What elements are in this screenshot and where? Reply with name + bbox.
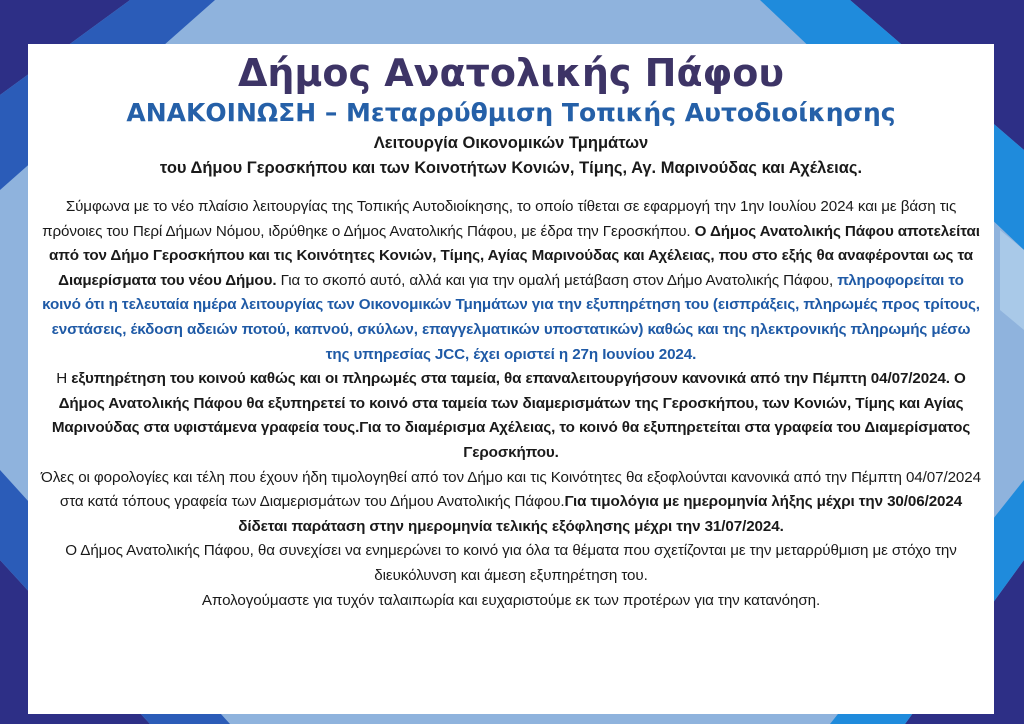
heading-line-1: Λειτουργία Οικονομικών Τμημάτων: [373, 134, 649, 152]
paragraph-4: Ο Δήμος Ανατολικής Πάφου, θα συνεχίσει να ενημερώνει το κοινό για όλα τα θέματα που σχετίζονται με την μεταρρύθμιση με στόχο την διευκόλυνση και άμεση εξυπηρέτηση του.: [65, 542, 957, 584]
paragraph-1: [40, 195, 982, 367]
p2-lead: Η: [56, 370, 72, 388]
announcement-card: [28, 44, 994, 714]
p1-notice: πληροφορείται το κοινό ότι η τελευταία ημέρα λειτουργίας των Οικονομικών Τμημάτων για την εξυπηρέτηση του (εισπράξεις, πληρωμές προς τρίτους, ενστάσεις, έκδοση αδειών ποτού, καπνού, σκύλων, επαγγελματικών υποστατικών) καθώς και της ηλεκτρονικής πληρωμής μέσω της υπηρεσίας JCC, έχει οριστεί η 27η Ιουνίου 2024.: [42, 271, 980, 363]
paragraph-5: Απολογούμαστε για τυχόν ταλαιπωρία και ευχαριστούμε εκ των προτέρων για την κατανόηση.: [201, 591, 821, 609]
p3-text: Όλες οι φορολογίες και τέλη που έχουν ήδη τιμολογηθεί από τον Δήμο και τις Κοινότητες θα εξοφλούνται κανονικά από την Πέμπτη 04/07/2024 στα κατά τόπους γραφεία των Διαμερισμάτων του Δήμου Ανατολικής Πάφου.: [41, 468, 981, 511]
p2-resume: εξυπηρέτηση του κοινού καθώς και οι πληρωμές στα ταμεία, θα επαναλειτουργήσουν κανονικά από την Πέμπτη 04/07/2024. Ο Δήμος Ανατολικής Πάφου θα εξυπηρετεί το κοινό στα ταμεία των διαμερισμάτων της Γεροσκήπου, των Κονιών, Τίμης και Αγίας Μαρινούδας στα υφιστάμενα γραφεία τους.Για το διαμέρισμα Αχέλειας, το κοινό θα εξυπηρετείται στα γραφεία του Διαμερίσματος Γεροσκήπου.: [51, 370, 971, 461]
page-title: Δήμος Ανατολικής Πάφου: [237, 51, 785, 95]
p1-intro: Σύμφωνα με το νέο πλαίσιο λειτουργίας της Τοπικής Αυτοδιοίκησης, το οποίο τίθεται σε εφαρμογή την 1ην Ιουλίου 2024 και με βάση τις πρόνοιες του Περί Δήμων Νόμου, ιδρύθηκε ο Δήμος Ανατολικής Πάφου, με έδρα την Γεροσκήπου.: [42, 198, 957, 240]
announcement-subtitle: ΑΝΑΚΟΙΝΩΣΗ – Μεταρρύθμιση Τοπικής Αυτοδιοίκησης: [126, 98, 896, 127]
announcement-body: [40, 195, 982, 613]
p3-extension: Για τιμολόγια με ημερομηνία λήξης μέχρι την 30/06/2024 δίδεται παράταση στην ημερομηνία τελικής εξόφλησης μέχρι την 31/07/2024.: [238, 493, 963, 535]
p1-composition: Ο Δήμος Ανατολικής Πάφου αποτελείται από τον Δήμο Γεροσκήπου και τις Κοινότητες Κονιών, Τίμης, Αγίας Μαρινούδας και Αχέλειας, που στο εξής θα αναφέρονται ως τα Διαμερίσματα του νέου Δήμου.: [49, 222, 980, 289]
paragraph-2: [40, 367, 982, 465]
p1-transition: Για το σκοπό αυτό, αλλά και για την ομαλή μετάβαση στον Δήμο Ανατολικής Πάφου,: [276, 271, 838, 289]
paragraph-3: [40, 466, 982, 540]
heading-line-2: του Δήμου Γεροσκήπου και των Κοινοτήτων Κονιών, Τίμης, Αγ. Μαρινούδας και Αχέλειας.: [159, 159, 863, 177]
